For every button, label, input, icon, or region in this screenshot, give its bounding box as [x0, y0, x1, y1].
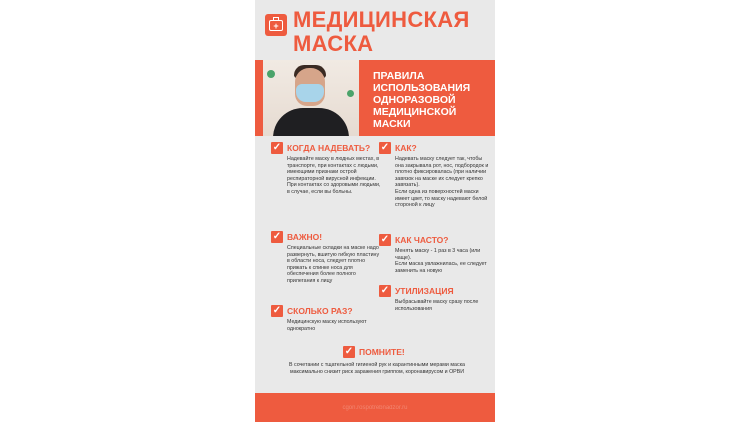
- checkmark-icon: ✓: [380, 142, 390, 153]
- section-body: Медицинскую маску используют однократно: [287, 319, 367, 332]
- page-title: [293, 8, 493, 56]
- medical-bag-icon: +: [265, 14, 287, 36]
- section-heading: ВАЖНО!: [287, 232, 323, 242]
- section-heading: ПОМНИТЕ!: [359, 347, 405, 357]
- checkmark-icon: ✓: [344, 346, 354, 357]
- section-heading: СКОЛЬКО РАЗ?: [287, 306, 353, 316]
- checkmark-icon: ✓: [272, 305, 282, 316]
- section-heading: КАК ЧАСТО?: [395, 235, 449, 245]
- remember-body: В сочетании с тщательной гигиеной рук и карантинными мерами маска максимально снизит риск заражения гриппом, коронавирусом и ОРВИ: [289, 362, 465, 375]
- checkmark-icon: ✓: [272, 231, 282, 242]
- section-heading: УТИЛИЗАЦИЯ: [395, 286, 454, 296]
- man-in-mask-photo: [263, 60, 359, 136]
- infographic-poster: [255, 0, 495, 422]
- section-heading: КОГДА НАДЕВАТЬ?: [287, 143, 371, 153]
- checkmark-icon: ✓: [380, 285, 390, 296]
- title-line-2: МАСКА: [293, 31, 374, 56]
- section-body: Специальные складки на маске надо развернуть, вшитую гибкую пластину в области носа, следует плотно прижать к спинке носа для обеспечения более полного прилегания к лицу: [287, 245, 380, 284]
- checkmark-icon: ✓: [380, 234, 390, 245]
- section-heading: КАК?: [395, 143, 417, 153]
- footer-url: cgon.rospotrebnadzor.ru: [342, 405, 408, 411]
- checkmark-icon: ✓: [272, 142, 282, 153]
- section-body: Менять маску - 1 раз в 3 часа (или чаще). Если маска увлажнилась, ее следует заменить на новую: [395, 248, 487, 274]
- banner-heading: ПРАВИЛА ИСПОЛЬЗОВАНИЯ ОДНОРАЗОВОЙ МЕДИЦИНСКОЙ МАСКИ: [373, 70, 471, 130]
- title-line-1: МЕДИЦИНСКАЯ: [293, 7, 470, 32]
- section-body: Надевать маску следует так, чтобы она закрывала рот, нос, подбородок и плотно фиксировалась (при наличии завязок на маске их следует крепко завязать). Если одна из поверхностей маски имеет цвет, то маску надевают белой стороной к лицу: [395, 156, 489, 209]
- section-body: Надевайте маску в людных местах, в транспорте, при контактах с людьми, имеющими признаки острой респираторной вирусной инфекции. При контактах со здоровыми людьми, в случае, если вы больны.: [287, 156, 381, 195]
- section-body: Выбрасывайте маску сразу после использования: [395, 299, 479, 312]
